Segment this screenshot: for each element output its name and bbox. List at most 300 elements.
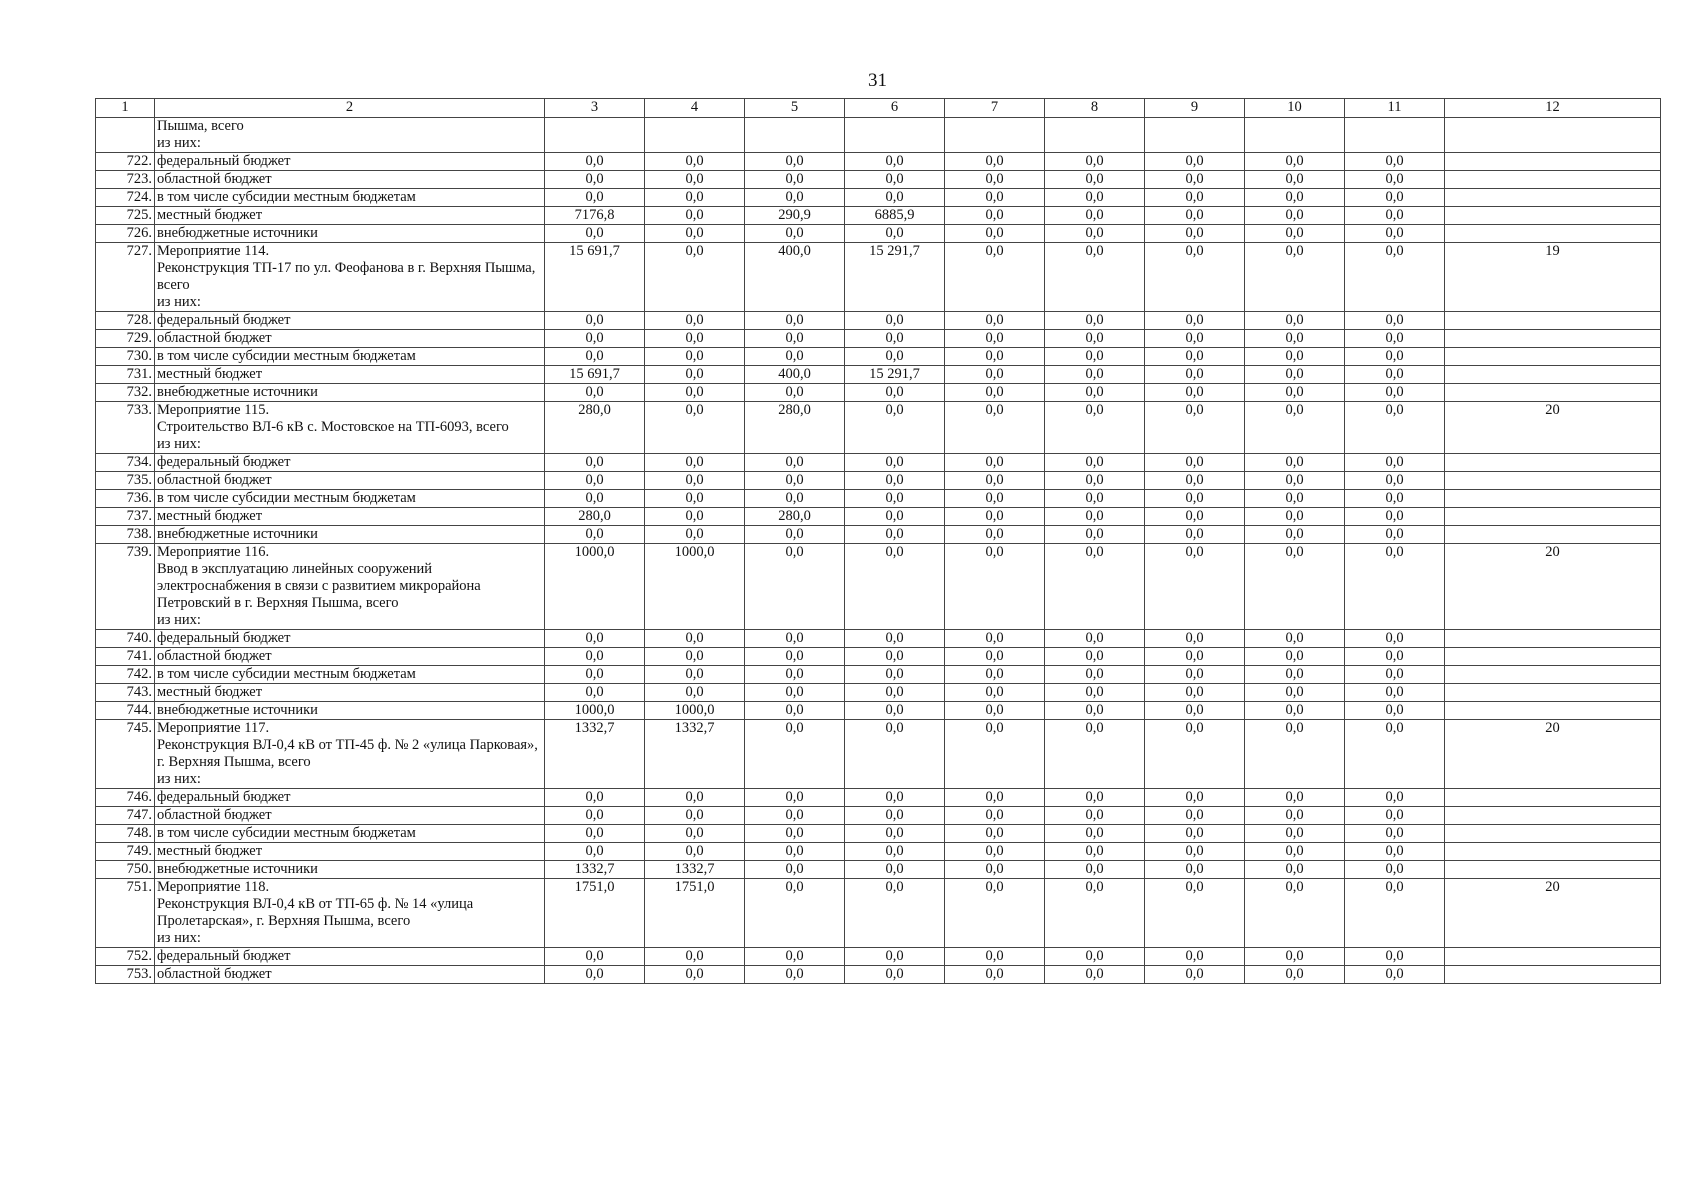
value-cell: 0,0	[1045, 153, 1145, 171]
table-row	[96, 243, 1661, 312]
target-indicator-cell: 20	[1445, 720, 1661, 789]
value-cell: 0,0	[1245, 243, 1345, 312]
value-cell: 0,0	[645, 684, 745, 702]
table-row	[96, 948, 1661, 966]
value-cell: 0,0	[745, 807, 845, 825]
value-cell: 290,9	[745, 207, 845, 225]
value-cell: 0,0	[1245, 384, 1345, 402]
row-number: 742.	[96, 666, 155, 684]
row-description: местный бюджет	[155, 843, 545, 861]
value-cell: 0,0	[945, 966, 1045, 984]
target-indicator-cell	[1445, 118, 1661, 153]
value-cell: 0,0	[1345, 189, 1445, 207]
table-row	[96, 648, 1661, 666]
target-indicator-cell	[1445, 508, 1661, 526]
budget-table	[95, 98, 1661, 984]
value-cell: 400,0	[745, 243, 845, 312]
target-indicator-cell	[1445, 648, 1661, 666]
row-description: федеральный бюджет	[155, 454, 545, 472]
value-cell: 0,0	[1345, 508, 1445, 526]
value-cell: 0,0	[1145, 702, 1245, 720]
value-cell: 0,0	[845, 544, 945, 630]
target-indicator-cell	[1445, 454, 1661, 472]
target-indicator-cell	[1445, 666, 1661, 684]
value-cell: 0,0	[1345, 948, 1445, 966]
value-cell: 0,0	[1145, 366, 1245, 384]
value-cell: 0,0	[1345, 330, 1445, 348]
value-cell: 0,0	[945, 630, 1045, 648]
value-cell: 0,0	[1245, 666, 1345, 684]
value-cell: 0,0	[1045, 879, 1145, 948]
value-cell: 0,0	[1045, 348, 1145, 366]
value-cell: 0,0	[1345, 472, 1445, 490]
value-cell: 0,0	[1145, 861, 1245, 879]
column-header: 1	[96, 99, 155, 118]
value-cell: 0,0	[945, 490, 1045, 508]
value-cell: 0,0	[645, 789, 745, 807]
value-cell: 7176,8	[545, 207, 645, 225]
value-cell: 0,0	[1045, 171, 1145, 189]
value-cell: 0,0	[545, 648, 645, 666]
value-cell: 0,0	[1345, 648, 1445, 666]
value-cell: 0,0	[1145, 666, 1245, 684]
value-cell: 0,0	[545, 966, 645, 984]
row-number: 729.	[96, 330, 155, 348]
value-cell: 0,0	[1145, 207, 1245, 225]
value-cell: 1000,0	[645, 702, 745, 720]
value-cell: 0,0	[1145, 879, 1245, 948]
value-cell: 1000,0	[645, 544, 745, 630]
value-cell: 0,0	[1345, 684, 1445, 702]
value-cell: 0,0	[645, 171, 745, 189]
table-row	[96, 207, 1661, 225]
value-cell: 0,0	[1345, 825, 1445, 843]
row-number: 747.	[96, 807, 155, 825]
row-description: Мероприятие 118. Реконструкция ВЛ-0,4 кВ от ТП-65 ф. № 14 «улица Пролетарская», г. Верхняя Пышма, всего из них:	[155, 879, 545, 948]
value-cell: 0,0	[845, 189, 945, 207]
value-cell	[545, 118, 645, 153]
table-row	[96, 312, 1661, 330]
table-row	[96, 508, 1661, 526]
value-cell: 0,0	[545, 312, 645, 330]
value-cell: 0,0	[1245, 720, 1345, 789]
value-cell: 0,0	[645, 454, 745, 472]
value-cell: 0,0	[645, 348, 745, 366]
value-cell: 0,0	[1045, 366, 1145, 384]
table-row	[96, 966, 1661, 984]
column-header: 6	[845, 99, 945, 118]
row-description: областной бюджет	[155, 966, 545, 984]
value-cell: 0,0	[645, 630, 745, 648]
value-cell: 0,0	[845, 861, 945, 879]
table-row	[96, 118, 1661, 153]
value-cell: 0,0	[1345, 526, 1445, 544]
value-cell: 0,0	[545, 825, 645, 843]
value-cell: 0,0	[1345, 843, 1445, 861]
value-cell: 0,0	[1145, 384, 1245, 402]
table-row	[96, 402, 1661, 454]
value-cell: 0,0	[645, 225, 745, 243]
value-cell: 0,0	[745, 879, 845, 948]
row-description: внебюджетные источники	[155, 225, 545, 243]
value-cell: 280,0	[545, 508, 645, 526]
value-cell: 0,0	[1145, 153, 1245, 171]
value-cell: 0,0	[845, 348, 945, 366]
row-number: 748.	[96, 825, 155, 843]
value-cell: 0,0	[645, 243, 745, 312]
value-cell: 0,0	[745, 966, 845, 984]
value-cell: 0,0	[1345, 490, 1445, 508]
row-number: 749.	[96, 843, 155, 861]
row-number: 725.	[96, 207, 155, 225]
target-indicator-cell	[1445, 171, 1661, 189]
value-cell	[945, 118, 1045, 153]
target-indicator-cell	[1445, 948, 1661, 966]
value-cell: 0,0	[845, 402, 945, 454]
table-row	[96, 454, 1661, 472]
value-cell: 0,0	[645, 366, 745, 384]
value-cell: 0,0	[1045, 807, 1145, 825]
target-indicator-cell	[1445, 861, 1661, 879]
value-cell: 0,0	[1245, 948, 1345, 966]
value-cell: 0,0	[1345, 454, 1445, 472]
target-indicator-cell	[1445, 225, 1661, 243]
value-cell: 0,0	[945, 684, 1045, 702]
value-cell: 0,0	[1245, 879, 1345, 948]
value-cell: 0,0	[1245, 702, 1345, 720]
value-cell: 0,0	[1345, 666, 1445, 684]
table-row	[96, 330, 1661, 348]
value-cell	[645, 118, 745, 153]
target-indicator-cell	[1445, 490, 1661, 508]
value-cell: 0,0	[1245, 684, 1345, 702]
value-cell: 0,0	[645, 207, 745, 225]
value-cell: 0,0	[745, 225, 845, 243]
value-cell: 0,0	[545, 490, 645, 508]
row-description: областной бюджет	[155, 472, 545, 490]
value-cell: 0,0	[1245, 966, 1345, 984]
column-header: 7	[945, 99, 1045, 118]
value-cell: 1332,7	[645, 720, 745, 789]
value-cell: 0,0	[945, 789, 1045, 807]
row-description: областной бюджет	[155, 807, 545, 825]
value-cell: 0,0	[645, 402, 745, 454]
row-number: 738.	[96, 526, 155, 544]
value-cell: 0,0	[1145, 330, 1245, 348]
value-cell: 0,0	[1045, 526, 1145, 544]
table-row	[96, 472, 1661, 490]
table-row	[96, 366, 1661, 384]
value-cell: 0,0	[1145, 684, 1245, 702]
target-indicator-cell	[1445, 684, 1661, 702]
value-cell: 0,0	[1245, 630, 1345, 648]
value-cell: 0,0	[645, 825, 745, 843]
target-indicator-cell: 20	[1445, 879, 1661, 948]
value-cell: 0,0	[1245, 171, 1345, 189]
value-cell: 0,0	[1145, 966, 1245, 984]
value-cell: 0,0	[1345, 384, 1445, 402]
value-cell: 280,0	[745, 402, 845, 454]
value-cell: 0,0	[945, 330, 1045, 348]
target-indicator-cell: 19	[1445, 243, 1661, 312]
target-indicator-cell	[1445, 348, 1661, 366]
value-cell: 0,0	[745, 330, 845, 348]
value-cell: 0,0	[945, 879, 1045, 948]
value-cell: 0,0	[745, 171, 845, 189]
row-description: федеральный бюджет	[155, 630, 545, 648]
table-row	[96, 153, 1661, 171]
value-cell: 0,0	[1145, 243, 1245, 312]
value-cell: 0,0	[545, 454, 645, 472]
target-indicator-cell	[1445, 472, 1661, 490]
value-cell: 0,0	[1245, 526, 1345, 544]
value-cell: 0,0	[845, 225, 945, 243]
value-cell	[745, 118, 845, 153]
value-cell: 0,0	[1045, 384, 1145, 402]
value-cell: 0,0	[1045, 825, 1145, 843]
row-description: в том числе субсидии местным бюджетам	[155, 666, 545, 684]
value-cell: 0,0	[1245, 312, 1345, 330]
value-cell: 0,0	[945, 843, 1045, 861]
row-number: 731.	[96, 366, 155, 384]
row-description: местный бюджет	[155, 684, 545, 702]
value-cell: 0,0	[1145, 171, 1245, 189]
value-cell: 0,0	[945, 948, 1045, 966]
value-cell: 0,0	[845, 384, 945, 402]
value-cell: 0,0	[1045, 402, 1145, 454]
value-cell: 0,0	[645, 312, 745, 330]
table-row	[96, 684, 1661, 702]
value-cell: 0,0	[945, 366, 1045, 384]
value-cell: 0,0	[745, 312, 845, 330]
row-number: 740.	[96, 630, 155, 648]
value-cell: 0,0	[1145, 720, 1245, 789]
value-cell: 0,0	[1045, 207, 1145, 225]
value-cell: 15 291,7	[845, 243, 945, 312]
value-cell: 0,0	[545, 684, 645, 702]
value-cell: 0,0	[845, 454, 945, 472]
value-cell: 0,0	[745, 189, 845, 207]
value-cell: 1751,0	[545, 879, 645, 948]
value-cell: 0,0	[745, 720, 845, 789]
value-cell: 0,0	[1145, 648, 1245, 666]
value-cell: 0,0	[545, 384, 645, 402]
value-cell	[1145, 118, 1245, 153]
value-cell: 0,0	[1245, 330, 1345, 348]
value-cell: 0,0	[745, 648, 845, 666]
value-cell: 0,0	[845, 720, 945, 789]
row-description: местный бюджет	[155, 508, 545, 526]
row-number: 739.	[96, 544, 155, 630]
table-row	[96, 384, 1661, 402]
value-cell: 0,0	[945, 526, 1045, 544]
value-cell: 0,0	[945, 207, 1045, 225]
value-cell: 0,0	[1145, 454, 1245, 472]
value-cell: 0,0	[945, 402, 1045, 454]
value-cell: 0,0	[745, 702, 845, 720]
value-cell: 0,0	[745, 948, 845, 966]
value-cell: 0,0	[645, 526, 745, 544]
table-row	[96, 807, 1661, 825]
value-cell: 0,0	[745, 789, 845, 807]
row-number: 735.	[96, 472, 155, 490]
column-header: 5	[745, 99, 845, 118]
value-cell: 0,0	[1345, 544, 1445, 630]
value-cell: 0,0	[545, 189, 645, 207]
value-cell: 0,0	[1145, 508, 1245, 526]
row-description: областной бюджет	[155, 648, 545, 666]
value-cell: 0,0	[945, 225, 1045, 243]
value-cell: 0,0	[945, 312, 1045, 330]
value-cell: 0,0	[1045, 948, 1145, 966]
value-cell: 1332,7	[645, 861, 745, 879]
value-cell: 0,0	[1345, 966, 1445, 984]
value-cell: 0,0	[1145, 402, 1245, 454]
value-cell: 0,0	[1345, 720, 1445, 789]
value-cell: 0,0	[1245, 508, 1345, 526]
row-description: федеральный бюджет	[155, 789, 545, 807]
row-description: в том числе субсидии местным бюджетам	[155, 825, 545, 843]
value-cell: 0,0	[1345, 879, 1445, 948]
value-cell: 0,0	[1045, 544, 1145, 630]
value-cell: 0,0	[645, 843, 745, 861]
value-cell: 0,0	[1345, 366, 1445, 384]
value-cell: 0,0	[745, 348, 845, 366]
value-cell: 0,0	[1045, 225, 1145, 243]
value-cell: 0,0	[1245, 807, 1345, 825]
table-row	[96, 702, 1661, 720]
value-cell: 0,0	[745, 472, 845, 490]
value-cell: 0,0	[1345, 861, 1445, 879]
row-description: федеральный бюджет	[155, 153, 545, 171]
value-cell: 6885,9	[845, 207, 945, 225]
value-cell: 0,0	[1245, 454, 1345, 472]
row-description: в том числе субсидии местным бюджетам	[155, 348, 545, 366]
table-row	[96, 189, 1661, 207]
value-cell: 0,0	[1145, 189, 1245, 207]
target-indicator-cell	[1445, 366, 1661, 384]
value-cell: 0,0	[1045, 312, 1145, 330]
row-number: 728.	[96, 312, 155, 330]
value-cell: 0,0	[545, 171, 645, 189]
value-cell: 0,0	[1345, 348, 1445, 366]
value-cell: 0,0	[745, 861, 845, 879]
value-cell: 0,0	[545, 843, 645, 861]
value-cell: 0,0	[1045, 243, 1145, 312]
value-cell: 0,0	[945, 702, 1045, 720]
row-number: 722.	[96, 153, 155, 171]
value-cell: 0,0	[645, 966, 745, 984]
row-description: Мероприятие 114. Реконструкция ТП-17 по ул. Феофанова в г. Верхняя Пышма, всего из них:	[155, 243, 545, 312]
value-cell: 0,0	[945, 243, 1045, 312]
value-cell: 0,0	[1345, 807, 1445, 825]
row-number: 726.	[96, 225, 155, 243]
value-cell: 0,0	[1145, 348, 1245, 366]
row-description: в том числе субсидии местным бюджетам	[155, 490, 545, 508]
value-cell: 0,0	[845, 948, 945, 966]
value-cell: 0,0	[1045, 684, 1145, 702]
row-description: федеральный бюджет	[155, 312, 545, 330]
value-cell: 0,0	[745, 630, 845, 648]
value-cell: 0,0	[1045, 630, 1145, 648]
value-cell: 0,0	[1345, 153, 1445, 171]
value-cell: 15 691,7	[545, 366, 645, 384]
row-description: внебюджетные источники	[155, 526, 545, 544]
value-cell: 0,0	[1145, 807, 1245, 825]
value-cell	[1345, 118, 1445, 153]
value-cell: 0,0	[645, 330, 745, 348]
row-number: 743.	[96, 684, 155, 702]
value-cell: 0,0	[745, 684, 845, 702]
value-cell: 0,0	[1345, 789, 1445, 807]
value-cell: 1751,0	[645, 879, 745, 948]
value-cell: 0,0	[1045, 648, 1145, 666]
value-cell: 0,0	[1145, 490, 1245, 508]
value-cell: 0,0	[945, 666, 1045, 684]
value-cell: 0,0	[1345, 312, 1445, 330]
value-cell: 0,0	[845, 526, 945, 544]
value-cell: 15 291,7	[845, 366, 945, 384]
value-cell: 0,0	[745, 384, 845, 402]
value-cell: 0,0	[1245, 789, 1345, 807]
value-cell: 0,0	[1345, 630, 1445, 648]
table-row	[96, 789, 1661, 807]
row-number: 730.	[96, 348, 155, 366]
header-row	[96, 99, 1661, 118]
value-cell: 0,0	[1345, 171, 1445, 189]
row-description: в том числе субсидии местным бюджетам	[155, 189, 545, 207]
value-cell: 0,0	[1145, 526, 1245, 544]
target-indicator-cell	[1445, 966, 1661, 984]
value-cell: 0,0	[945, 648, 1045, 666]
value-cell: 0,0	[645, 472, 745, 490]
value-cell: 0,0	[845, 312, 945, 330]
column-header: 4	[645, 99, 745, 118]
target-indicator-cell	[1445, 312, 1661, 330]
table-row	[96, 630, 1661, 648]
value-cell: 400,0	[745, 366, 845, 384]
value-cell: 0,0	[545, 330, 645, 348]
value-cell: 0,0	[845, 490, 945, 508]
value-cell: 0,0	[545, 666, 645, 684]
row-number: 736.	[96, 490, 155, 508]
value-cell: 0,0	[1345, 207, 1445, 225]
row-number: 741.	[96, 648, 155, 666]
target-indicator-cell	[1445, 825, 1661, 843]
value-cell: 0,0	[545, 789, 645, 807]
value-cell: 0,0	[1245, 472, 1345, 490]
value-cell: 0,0	[1245, 153, 1345, 171]
value-cell: 0,0	[745, 843, 845, 861]
value-cell: 0,0	[845, 879, 945, 948]
value-cell: 0,0	[845, 966, 945, 984]
value-cell: 0,0	[1145, 544, 1245, 630]
value-cell: 0,0	[645, 508, 745, 526]
target-indicator-cell	[1445, 207, 1661, 225]
value-cell: 0,0	[645, 153, 745, 171]
value-cell: 0,0	[645, 384, 745, 402]
value-cell: 0,0	[1245, 825, 1345, 843]
table-row	[96, 825, 1661, 843]
value-cell: 0,0	[945, 720, 1045, 789]
target-indicator-cell	[1445, 630, 1661, 648]
table-row	[96, 861, 1661, 879]
target-indicator-cell	[1445, 526, 1661, 544]
column-header: 8	[1045, 99, 1145, 118]
row-number: 752.	[96, 948, 155, 966]
value-cell: 15 691,7	[545, 243, 645, 312]
target-indicator-cell	[1445, 843, 1661, 861]
